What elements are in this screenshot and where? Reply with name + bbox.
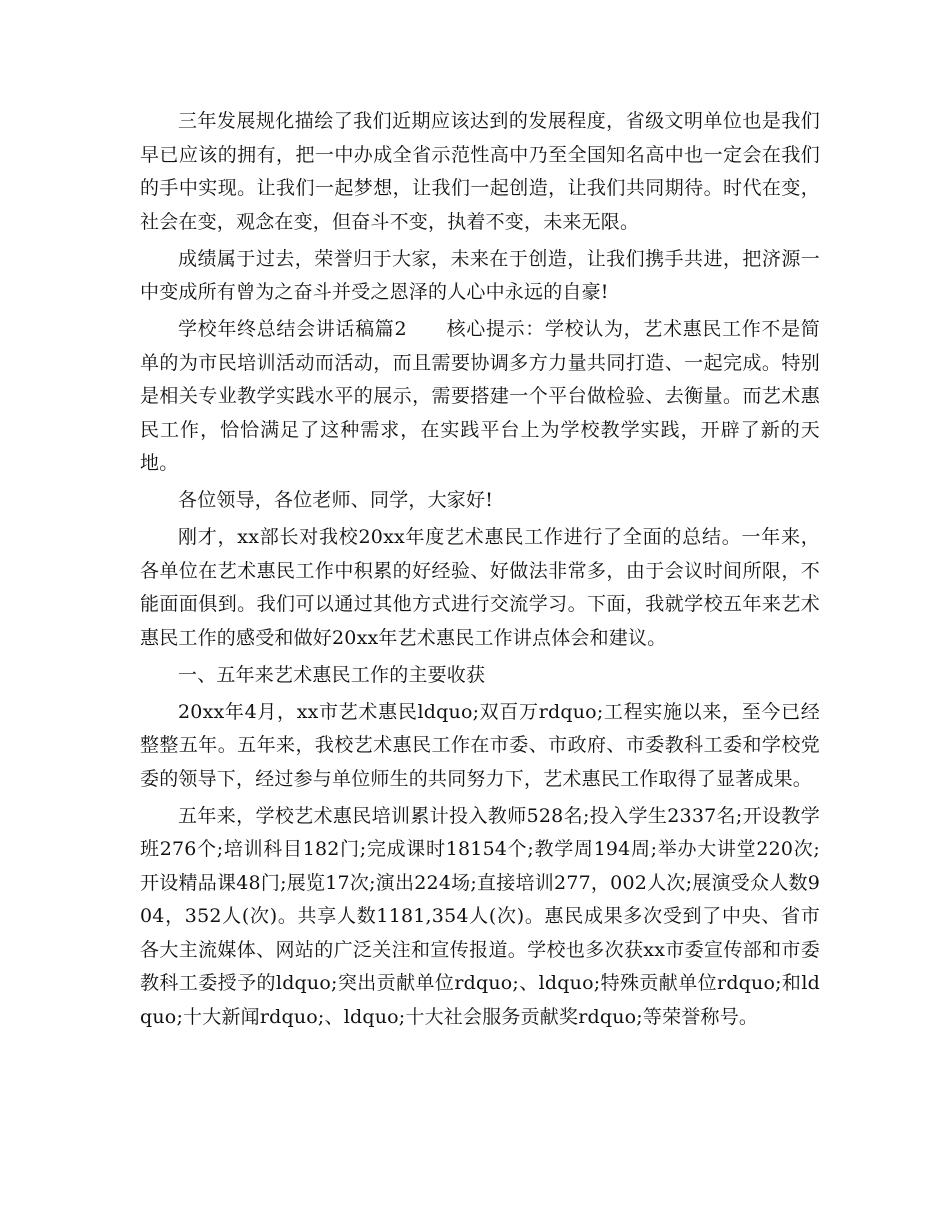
paragraph-development-plan: 三年发展规化描绘了我们近期应该达到的发展程度，省级文明单位也是我们早已应该的拥有，把一中办成全省示范性高中乃至全国知名高中也一定会在我们的手中实现。让我们一起梦想，让我们一起创造，让我们共同期待。时代在变，社会在变，观念在变，但奋斗不变，执着不变，未来无限。	[140, 110, 820, 233]
paragraph-introduction: 刚才，xx部长对我校20xx年度艺术惠民工作进行了全面的总结。一年来，各单位在艺术惠民工作中积累的好经验、好做法非常多，由于会议时间所限，不能面面俱到。我们可以通过其他方式进行交流学习。下面，我就学校五年来艺术惠民工作的感受和做好20xx年艺术惠民工作讲点体会和建议。	[140, 526, 820, 649]
paragraph-achievements: 成绩属于过去，荣誉归于大家，未来在于创造，让我们携手共进，把济源一中变成所有曾为之奋斗并受之恩泽的人心中永远的自豪!	[140, 247, 820, 303]
paragraph-greeting: 各位领导，各位老师、同学，大家好!	[178, 489, 494, 511]
paragraph-statistics: 五年来，学校艺术惠民培训累计投入教师528名;投入学生2337名;开设教学班276个;培训科目182门;完成课时18154个;教学周194周;举办大讲堂220次;开设精品课48门;展览17次;演出224场;直接培训277，002人次;展演受众人数904，352人(次)。共享人数1181,354人(次)。惠民成果多次受到了中央、省市各大主流媒体、网站的广泛关注和宣传报道。学校也多次获xx市委宣传部和市委教科工委授予的ldquo;突出贡献单位rdquo;、ldquo;特殊贡献单位rdquo;和ldquo;十大新闻rdquo;、ldquo;十大社会服务贡献奖rdquo;等荣誉称号。	[140, 804, 820, 1028]
section-heading-main-gains: 一、五年来艺术惠民工作的主要收获	[178, 663, 486, 686]
paragraph-speech-title-summary: 学校年终总结会讲话稿篇2 核心提示：学校认为，艺术惠民工作不是简单的为市民培训活动而活动，而且需要协调多方力量共同打造、一起完成。特别是相关专业教学实践水平的展示，需要搭建一个平台做检验、去衡量。而艺术惠民工作，恰恰满足了这种需求，在实践平台上为学校教学实践，开辟了新的天地。	[140, 318, 820, 474]
paragraph-project-history: 20xx年4月，xx市艺术惠民ldquo;双百万rdquo;工程实施以来，至今已经整整五年。五年来，我校艺术惠民工作在市委、市政府、市委教科工委和学校党委的领导下，经过参与单位师生的共同努力下，艺术惠民工作取得了显著成果。	[140, 700, 820, 790]
document-body	[140, 105, 820, 1038]
